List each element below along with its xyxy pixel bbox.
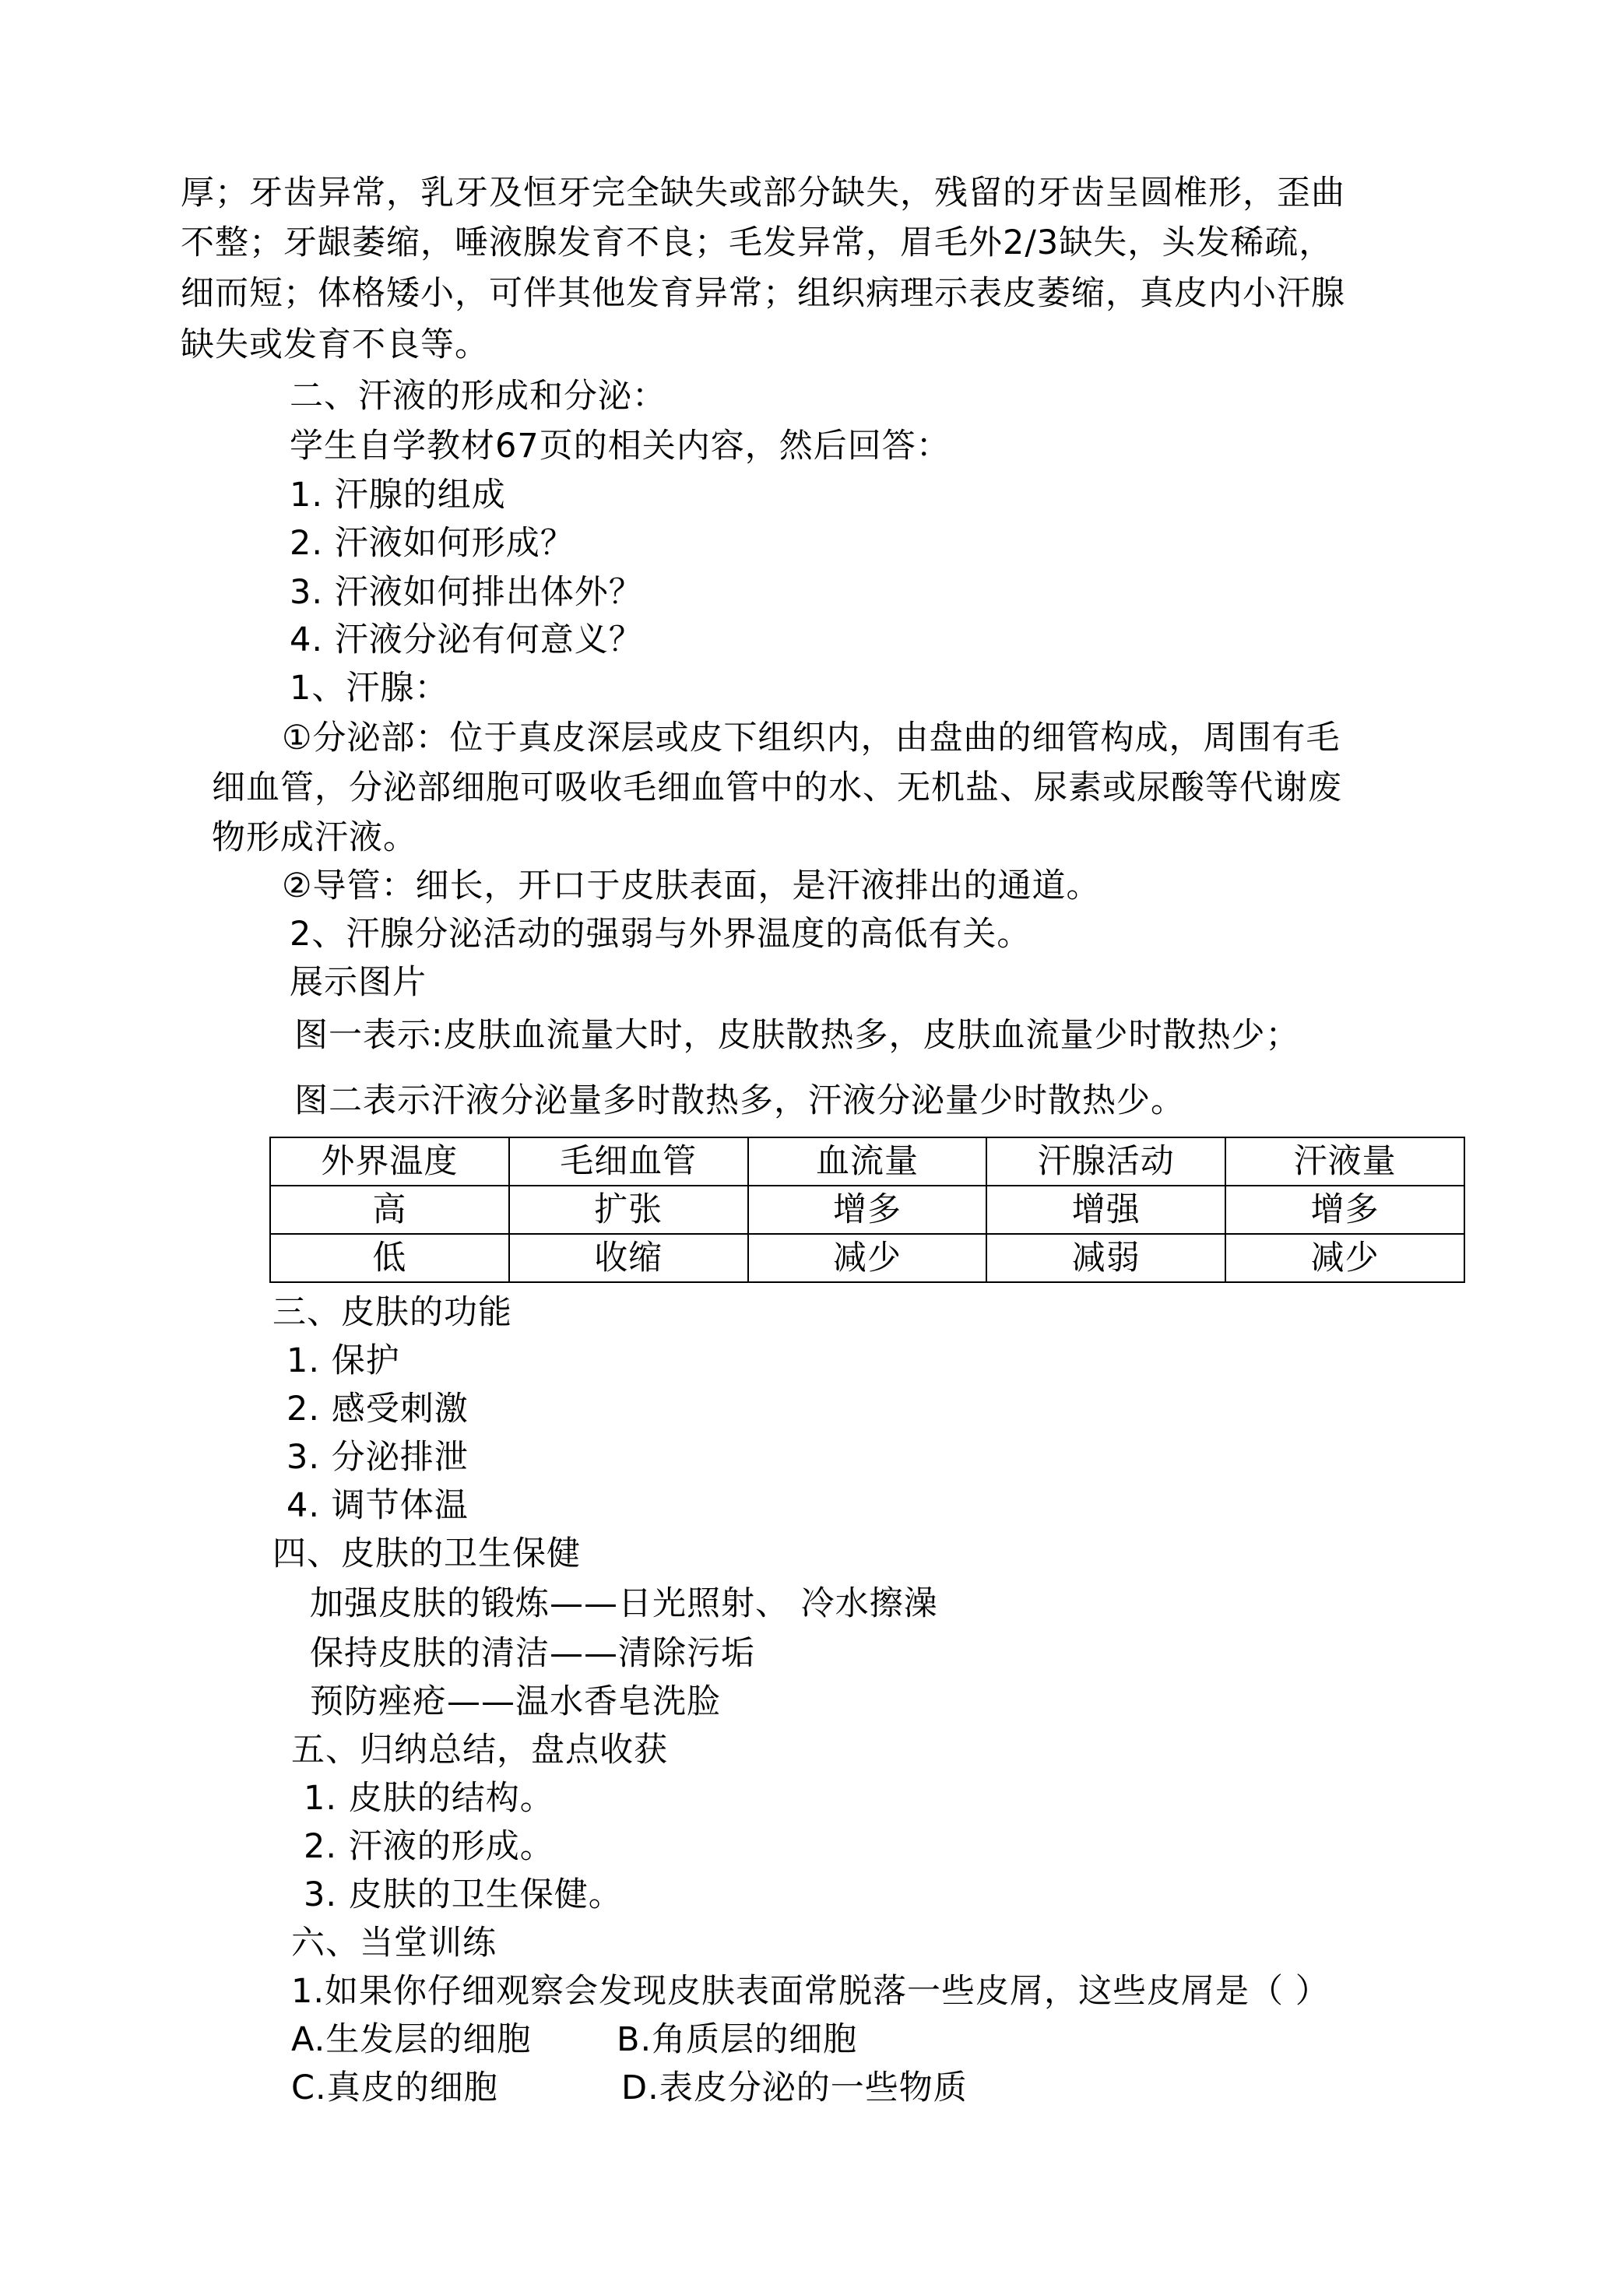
option-a: A.生发层的细胞	[291, 2020, 532, 2059]
secretory-part-line-2: 细血管，分泌部细胞可吸收毛细血管中的水、无机盐、尿素或尿酸等代谢废	[212, 768, 1342, 807]
function-item-4: 4. 调节体温	[286, 1486, 469, 1525]
secretory-part-line-3: 物形成汗液。	[212, 818, 417, 857]
table-cell: 减弱	[986, 1234, 1225, 1282]
table-header-cell: 外界温度	[270, 1137, 509, 1186]
hygiene-item-2: 保持皮肤的清洁——清除污垢	[310, 1634, 755, 1673]
table-cell: 增强	[986, 1186, 1225, 1234]
function-item-2: 2. 感受刺激	[286, 1390, 469, 1429]
intro-line-4: 缺失或发育不良等。	[181, 325, 489, 364]
question-2: 2. 汗液如何形成？	[290, 524, 575, 563]
summary-item-3: 3. 皮肤的卫生保健。	[304, 1875, 623, 1914]
intro-line-3: 细而短；体格矮小，可伴其他发育异常；组织病理示表皮萎缩，真皮内小汗腺	[181, 274, 1345, 313]
section4-heading: 四、皮肤的卫生保健	[272, 1534, 581, 1573]
figure2-caption: 图二表示汗液分泌量多时散热多，汗液分泌量少时散热少。	[294, 1081, 1185, 1120]
hygiene-item-3: 预防痤疮——温水香皂洗脸	[310, 1682, 721, 1721]
intro-line-1: 厚；牙齿异常，乳牙及恒牙完全缺失或部分缺失，残留的牙齿呈圆椎形，歪曲	[181, 174, 1345, 213]
table-cell: 收缩	[509, 1234, 748, 1282]
table-row	[270, 1186, 1464, 1234]
function-item-3: 3. 分泌排泄	[286, 1438, 469, 1477]
table-header-row	[270, 1137, 1464, 1186]
activity-line: 2、汗腺分泌活动的强弱与外界温度的高低有关。	[290, 915, 1032, 954]
table-header-cell: 毛细血管	[509, 1137, 748, 1186]
hygiene-item-1: 加强皮肤的锻炼——日光照射、 冷水擦澡	[310, 1584, 938, 1623]
table-cell: 低	[270, 1234, 509, 1282]
summary-item-1: 1. 皮肤的结构。	[304, 1779, 554, 1818]
table-cell: 扩张	[509, 1186, 748, 1234]
table-row	[270, 1234, 1464, 1282]
sweat-gland-heading: 1、汗腺：	[290, 669, 449, 708]
option-b: B.角质层的细胞	[617, 2020, 858, 2059]
intro-line-2: 不整；牙龈萎缩，唾液腺发育不良；毛发异常，眉毛外2/3缺失，头发稀疏，	[181, 223, 1334, 262]
section2-heading: 二、汗液的形成和分泌：	[290, 377, 666, 416]
table-cell: 增多	[748, 1186, 987, 1234]
figure1-caption: 图一表示:皮肤血流量大时，皮肤散热多，皮肤血流量少时散热少；	[294, 1016, 1300, 1055]
table-cell: 高	[270, 1186, 509, 1234]
table-header-cell: 血流量	[748, 1137, 987, 1186]
section2-instruction: 学生自学教材67页的相关内容，然后回答：	[290, 427, 951, 466]
option-c: C.真皮的细胞	[291, 2068, 498, 2107]
option-d: D.表皮分泌的一些物质	[621, 2068, 968, 2107]
exercise-question-1: 1.如果你仔细观察会发现皮肤表面常脱落一些皮屑，这些皮屑是（ ）	[291, 1972, 1330, 2011]
function-item-1: 1. 保护	[286, 1341, 400, 1380]
table-cell: 减少	[1225, 1234, 1464, 1282]
show-images: 展示图片	[290, 963, 427, 1002]
temperature-table	[269, 1137, 1465, 1283]
question-3: 3. 汗液如何排出体外？	[290, 573, 643, 612]
section5-heading: 五、归纳总结，盘点收获	[291, 1731, 668, 1770]
duct-line: ②导管：细长，开口于皮肤表面，是汗液排出的通道。	[282, 866, 1101, 905]
table-header-cell: 汗腺活动	[986, 1137, 1225, 1186]
question-4: 4. 汗液分泌有何意义？	[290, 620, 643, 659]
section6-heading: 六、当堂训练	[291, 1924, 497, 1963]
table-cell: 减少	[748, 1234, 987, 1282]
summary-item-2: 2. 汗液的形成。	[304, 1827, 554, 1866]
table-cell: 增多	[1225, 1186, 1464, 1234]
table-header-cell: 汗液量	[1225, 1137, 1464, 1186]
question-1: 1. 汗腺的组成	[290, 476, 506, 515]
section3-heading: 三、皮肤的功能	[272, 1293, 512, 1332]
secretory-part-line-1: ①分泌部：位于真皮深层或皮下组织内，由盘曲的细管构成，周围有毛	[282, 719, 1341, 757]
